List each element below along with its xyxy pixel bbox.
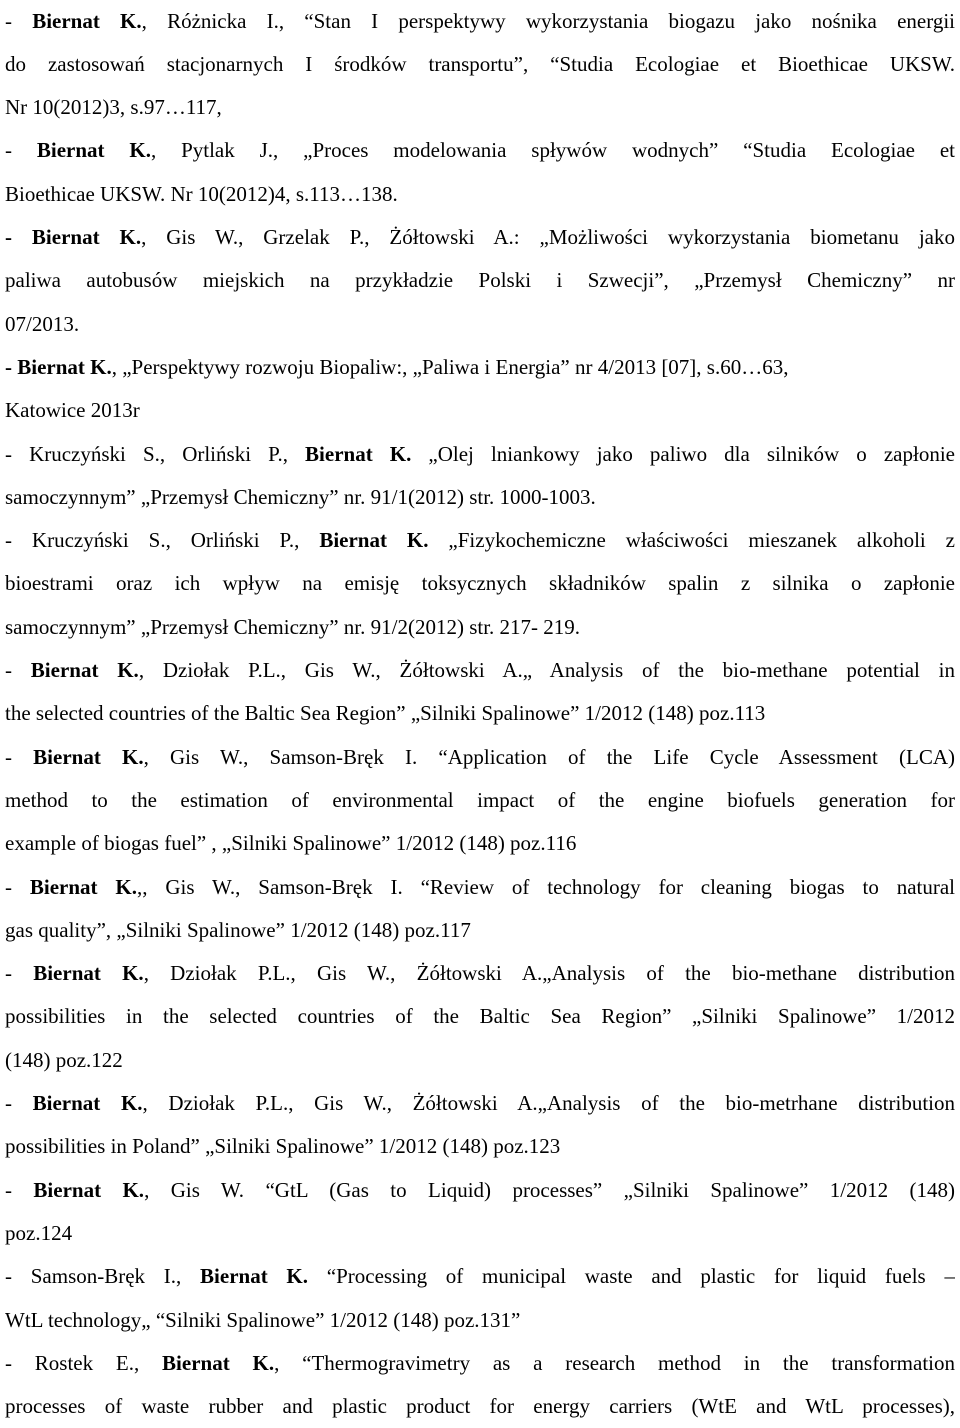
text-line xyxy=(5,433,955,476)
text-line xyxy=(5,1212,955,1255)
text-segment: , Dziołak P.L., Gis W., Żółtowski A.„Analysis of the bio-methane distribution xyxy=(143,961,955,986)
text-line xyxy=(5,86,955,129)
text-segment: possibilities in the selected countries of the Baltic Sea Region” „Silniki Spalinowe” 1/2012 xyxy=(5,1004,955,1029)
text-line xyxy=(5,866,955,909)
text-segment: , Gis W., Samson-Bręk I. “Application of the Life Cycle Assessment (LCA) xyxy=(143,744,955,769)
text-segment: - xyxy=(5,138,37,163)
text-segment: samoczynnym” „Przemysł Chemiczny” nr. 91/2(2012) str. 217- 219. xyxy=(5,614,581,639)
text-segment: method to the estimation of environmental impact of the engine biofuels generation for xyxy=(5,787,955,812)
text-line xyxy=(5,129,955,172)
author-name-bold: Biernat K. xyxy=(33,744,144,769)
text-segment: Nr 10(2012)3, s.97…117, xyxy=(5,95,222,120)
text-segment: , Dziołak P.L., Gis W., Żółtowski A.„ Analysis of the bio-methane potential in xyxy=(138,658,955,682)
text-line xyxy=(5,1039,955,1082)
text-segment: ,, Gis W., Samson-Bręk I. “Review of technology for cleaning biogas to natural xyxy=(136,874,955,899)
author-name-bold: Biernat K. xyxy=(32,1091,143,1115)
text-line xyxy=(5,216,955,259)
text-line xyxy=(5,0,955,43)
author-name-bold: Biernat K. xyxy=(33,961,144,986)
text-segment: - Kruczyński S., Orliński P., xyxy=(5,528,320,553)
author-name-bold: Biernat K. xyxy=(36,138,151,163)
text-segment: the selected countries of the Baltic Sea Region” „Silniki Spalinowe” 1/2012 (148) poz.113 xyxy=(5,701,766,726)
text-line xyxy=(5,43,955,86)
text-line xyxy=(5,346,955,389)
text-segment: Bioethicae UKSW. Nr 10(2012)4, s.113…138. xyxy=(5,181,398,206)
text-line xyxy=(5,692,955,735)
text-line xyxy=(5,1169,955,1212)
text-line xyxy=(5,1385,955,1428)
text-segment: WtL technology„ “Silniki Spalinowe” 1/2012 (148) poz.131” xyxy=(5,1307,521,1332)
text-segment: , Pytlak J., „Proces modelowania spływów wodnych” “Studia Ecologiae et xyxy=(150,138,955,163)
text-segment: do zastosowań stacjonarnych I środków transportu”, “Studia Ecologiae et Bioethicae UKSW. xyxy=(5,51,955,76)
author-name-bold: Biernat K. xyxy=(305,441,412,466)
text-line xyxy=(5,259,955,302)
text-segment: (148) poz.122 xyxy=(5,1047,123,1072)
text-segment: , Gis W., Grzelak P., Żółtowski A.: „Możliwości wykorzystania biometanu jako xyxy=(141,225,955,249)
text-line xyxy=(5,173,955,216)
text-line xyxy=(5,822,955,865)
text-segment: , Różnicka I., “Stan I perspektywy wykorzystania biogazu jako nośnika energii xyxy=(141,8,955,33)
text-line xyxy=(5,606,955,649)
text-line xyxy=(5,476,955,519)
text-line xyxy=(5,1082,955,1125)
text-line xyxy=(5,995,955,1038)
text-segment: - Samson-Bręk I., xyxy=(5,1264,201,1289)
text-segment: - xyxy=(5,1091,33,1115)
text-line xyxy=(5,1125,955,1168)
text-segment: , “Thermogravimetry as a research method in the transformation xyxy=(274,1350,955,1375)
author-name-bold: Biernat K. xyxy=(30,658,139,682)
text-segment: - xyxy=(5,744,34,769)
text-segment: , Dziołak P.L., Gis W., Żółtowski A.„Analysis of the bio-metrhane distribution xyxy=(142,1091,955,1115)
author-name-bold: Biernat K. xyxy=(162,1350,275,1375)
text-segment: samoczynnym” „Przemysł Chemiczny” nr. 91/1(2012) str. 1000-1003. xyxy=(5,484,596,509)
text-line xyxy=(5,1342,955,1385)
text-line xyxy=(5,1299,955,1342)
text-segment: „Fizykochemiczne właściwości mieszanek alkoholi z xyxy=(428,528,955,553)
text-segment: 07/2013. xyxy=(5,311,80,336)
author-name-bold: - Biernat K. xyxy=(5,225,142,249)
text-segment: processes of waste rubber and plastic product for energy carriers (WtE and WtL processes), xyxy=(5,1394,955,1419)
text-segment: example of biogas fuel” , „Silniki Spalinowe” 1/2012 (148) poz.116 xyxy=(5,831,577,856)
text-line xyxy=(5,909,955,952)
text-segment: paliwa autobusów miejskich na przykładzie Polski i Szwecji”, „Przemysł Chemiczny” nr xyxy=(5,268,955,293)
text-line xyxy=(5,1255,955,1298)
text-segment: - Rostek E., xyxy=(5,1350,163,1375)
text-segment: - xyxy=(5,874,30,899)
text-line xyxy=(5,736,955,779)
author-name-bold: Biernat K. xyxy=(33,1177,145,1202)
text-line xyxy=(5,303,955,346)
text-segment: , Gis W. “GtL (Gas to Liquid) processes” „Silniki Spalinowe” 1/2012 (148) xyxy=(144,1177,955,1202)
text-line xyxy=(5,562,955,605)
text-line xyxy=(5,389,955,432)
author-name-bold: Biernat K. xyxy=(319,528,429,553)
text-line xyxy=(5,649,955,692)
text-segment: „Olej lniankowy jako paliwo dla silników o zapłonie xyxy=(411,441,955,466)
author-name-bold: - Biernat K. xyxy=(5,354,112,379)
author-name-bold: Biernat K. xyxy=(29,874,137,899)
text-segment: poz.124 xyxy=(5,1220,73,1245)
text-segment: bioestrami oraz ich wpływ na emisję toksycznych składników spalin z silnika o zapłonie xyxy=(5,571,955,596)
text-segment: - Kruczyński S., Orliński P., xyxy=(5,441,306,466)
text-segment: possibilities in Poland” „Silniki Spalinowe” 1/2012 (148) poz.123 xyxy=(5,1134,561,1159)
text-segment: - xyxy=(5,8,33,33)
text-segment: gas quality”, „Silniki Spalinowe” 1/2012 (148) poz.117 xyxy=(5,917,471,942)
text-line xyxy=(5,779,955,822)
text-line xyxy=(5,952,955,995)
text-segment: - xyxy=(5,658,31,682)
text-segment: , „Perspektywy rozwoju Biopaliw:, „Paliwa i Energia” nr 4/2013 [07], s.60…63, xyxy=(111,354,789,379)
text-segment: - xyxy=(5,1177,34,1202)
text-segment: Katowice 2013r xyxy=(5,398,140,423)
text-line xyxy=(5,519,955,562)
text-segment: - xyxy=(5,961,34,986)
author-name-bold: Biernat K. xyxy=(32,8,142,33)
text-segment: “Processing of municipal waste and plastic for liquid fuels – xyxy=(308,1264,955,1289)
author-name-bold: Biernat K. xyxy=(200,1264,309,1289)
